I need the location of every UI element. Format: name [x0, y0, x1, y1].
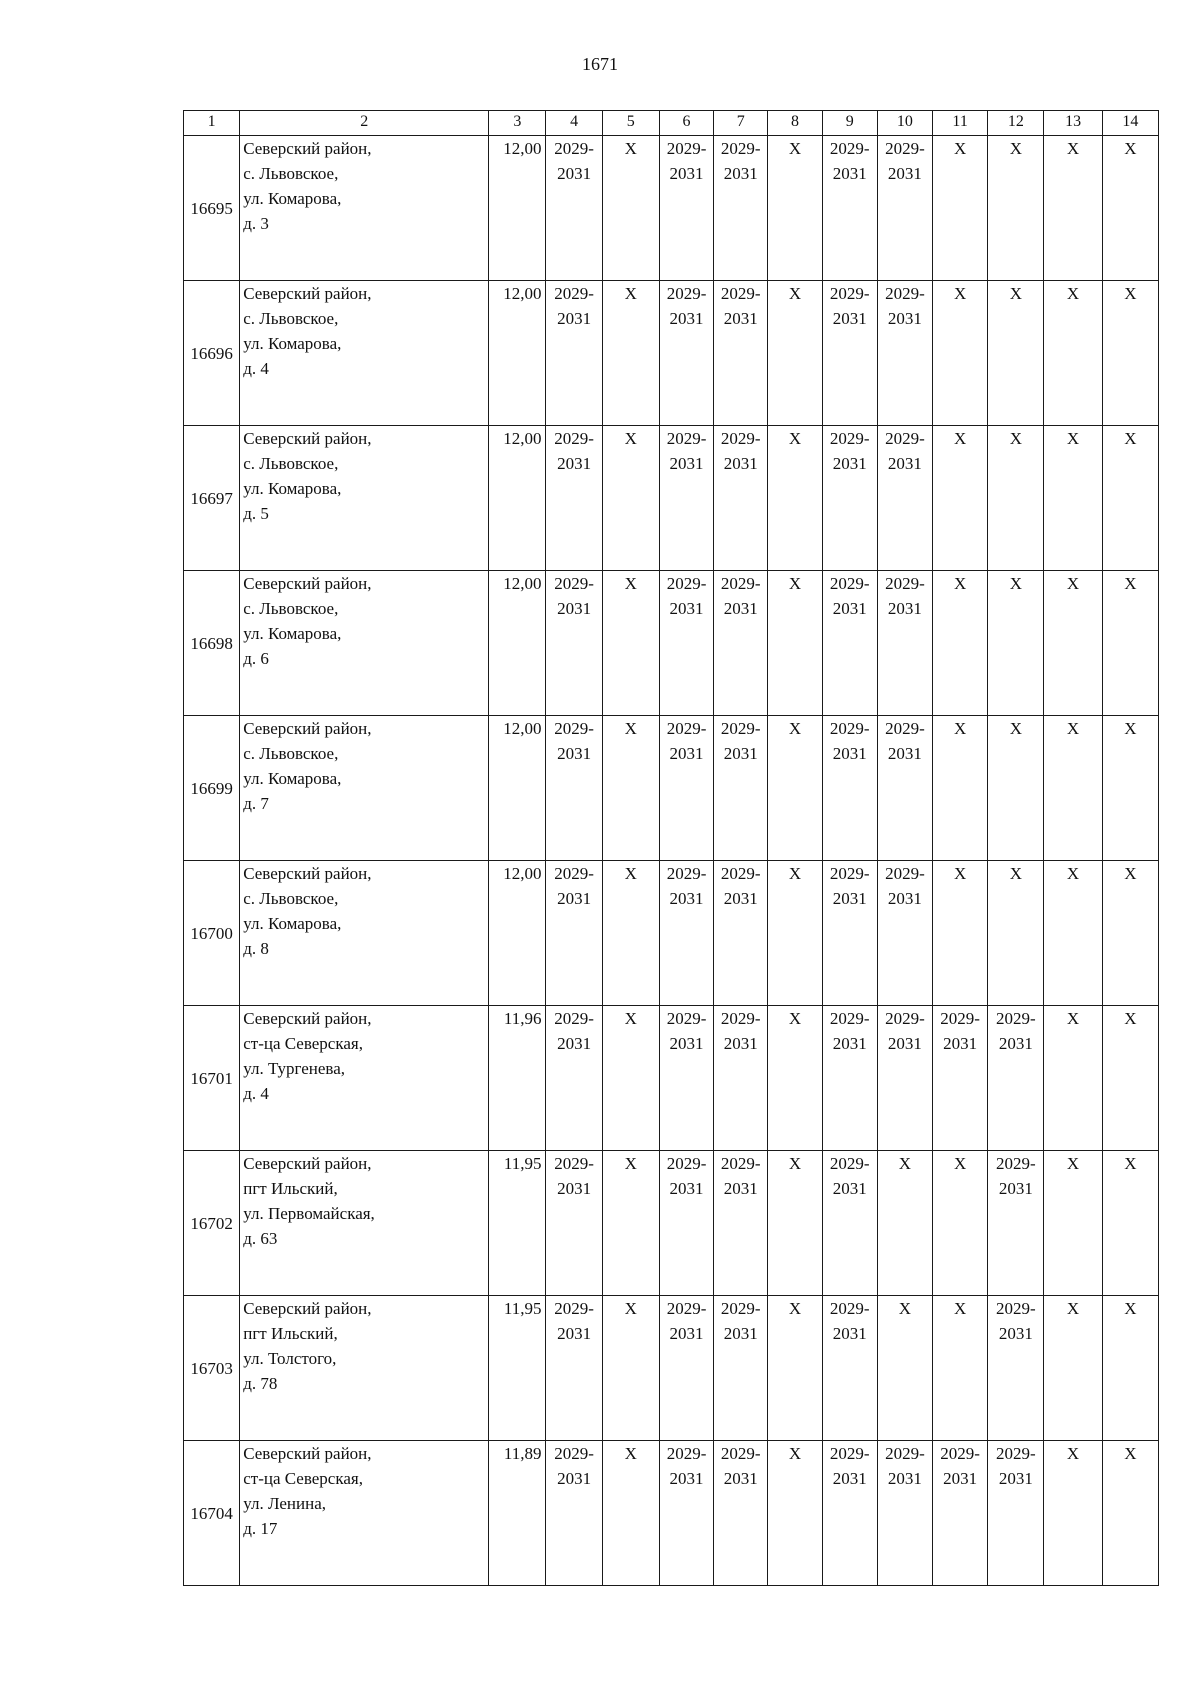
address-line: ул. Тургенева,: [243, 1059, 346, 1078]
value-cell: Х: [768, 571, 822, 716]
area-cell: 11,89: [489, 1441, 546, 1586]
value-cell: 2029- 2031: [546, 716, 602, 861]
row-number: 16704: [184, 1441, 240, 1586]
value-cell: Х: [1102, 426, 1158, 571]
value-cell: Х: [933, 281, 988, 426]
value-cell: Х: [933, 426, 988, 571]
value-cell: Х: [602, 136, 659, 281]
value-cell: 2029- 2031: [714, 1441, 768, 1586]
address-line: Северский район,: [243, 864, 372, 883]
value-cell: Х: [768, 716, 822, 861]
value-cell: Х: [1044, 281, 1102, 426]
value-cell: 2029- 2031: [546, 136, 602, 281]
value-cell: Х: [988, 281, 1044, 426]
value-cell: Х: [602, 571, 659, 716]
value-cell: Х: [768, 1006, 822, 1151]
address-line: с. Львовское,: [243, 744, 339, 763]
value-cell: 2029- 2031: [546, 1151, 602, 1296]
row-number: 16695: [184, 136, 240, 281]
column-header: 7: [714, 111, 768, 136]
value-cell: Х: [1044, 1006, 1102, 1151]
value-cell: 2029- 2031: [546, 1296, 602, 1441]
value-cell: Х: [988, 716, 1044, 861]
value-cell: 2029- 2031: [714, 716, 768, 861]
value-cell: Х: [988, 136, 1044, 281]
value-cell: Х: [602, 1151, 659, 1296]
value-cell: 2029- 2031: [546, 1441, 602, 1586]
value-cell: Х: [1044, 1441, 1102, 1586]
value-cell: 2029- 2031: [822, 571, 877, 716]
table-body: [184, 136, 1159, 1586]
address-line: д. 4: [243, 359, 269, 378]
value-cell: Х: [1102, 1296, 1158, 1441]
value-cell: Х: [933, 716, 988, 861]
value-cell: 2029- 2031: [714, 1151, 768, 1296]
value-cell: Х: [877, 1296, 932, 1441]
address-line: Северский район,: [243, 1009, 372, 1028]
table-row: [184, 1006, 1159, 1151]
row-number: 16697: [184, 426, 240, 571]
value-cell: 2029- 2031: [822, 716, 877, 861]
column-header: 10: [877, 111, 932, 136]
address-line: ст-ца Северская,: [243, 1034, 363, 1053]
address-line: ул. Комарова,: [243, 624, 342, 643]
value-cell: Х: [933, 571, 988, 716]
table-row: [184, 716, 1159, 861]
value-cell: 2029- 2031: [546, 426, 602, 571]
value-cell: 2029- 2031: [877, 1006, 932, 1151]
column-header: 12: [988, 111, 1044, 136]
table-row: [184, 1296, 1159, 1441]
address-line: Северский район,: [243, 1154, 372, 1173]
row-number: 16700: [184, 861, 240, 1006]
value-cell: 2029- 2031: [822, 1151, 877, 1296]
table-row: [184, 1151, 1159, 1296]
address-line: д. 78: [243, 1374, 278, 1393]
table-row: [184, 426, 1159, 571]
value-cell: Х: [602, 861, 659, 1006]
value-cell: 2029- 2031: [659, 716, 713, 861]
area-cell: 12,00: [489, 571, 546, 716]
value-cell: 2029- 2031: [659, 426, 713, 571]
area-cell: 11,95: [489, 1296, 546, 1441]
value-cell: Х: [768, 136, 822, 281]
column-header: 11: [933, 111, 988, 136]
column-header: 4: [546, 111, 602, 136]
register-table: [183, 110, 1159, 1586]
value-cell: 2029- 2031: [988, 1296, 1044, 1441]
value-cell: 2029- 2031: [877, 136, 932, 281]
address-line: Северский район,: [243, 719, 372, 738]
value-cell: Х: [1044, 861, 1102, 1006]
value-cell: 2029- 2031: [714, 571, 768, 716]
address-line: Северский район,: [243, 574, 372, 593]
value-cell: 2029- 2031: [822, 1296, 877, 1441]
area-cell: 12,00: [489, 861, 546, 1006]
table-row: [184, 861, 1159, 1006]
value-cell: 2029- 2031: [659, 571, 713, 716]
address-line: ул. Комарова,: [243, 769, 342, 788]
address-line: с. Львовское,: [243, 164, 339, 183]
address-line: д. 3: [243, 214, 269, 233]
address-cell: [240, 426, 489, 571]
address-line: ст-ца Северская,: [243, 1469, 363, 1488]
value-cell: Х: [1102, 1441, 1158, 1586]
area-cell: 11,95: [489, 1151, 546, 1296]
address-line: с. Львовское,: [243, 309, 339, 328]
value-cell: 2029- 2031: [659, 1006, 713, 1151]
value-cell: Х: [1102, 281, 1158, 426]
address-line: с. Львовское,: [243, 599, 339, 618]
value-cell: Х: [768, 426, 822, 571]
row-number: 16703: [184, 1296, 240, 1441]
value-cell: 2029- 2031: [659, 861, 713, 1006]
address-cell: [240, 1006, 489, 1151]
value-cell: Х: [768, 1151, 822, 1296]
address-cell: [240, 716, 489, 861]
page-number: 1671: [582, 54, 618, 74]
value-cell: 2029- 2031: [822, 281, 877, 426]
value-cell: Х: [933, 1151, 988, 1296]
value-cell: 2029- 2031: [546, 861, 602, 1006]
value-cell: 2029- 2031: [988, 1151, 1044, 1296]
column-header: 9: [822, 111, 877, 136]
row-number: 16701: [184, 1006, 240, 1151]
value-cell: 2029- 2031: [988, 1441, 1044, 1586]
value-cell: 2029- 2031: [714, 861, 768, 1006]
area-cell: 12,00: [489, 281, 546, 426]
header-row: [184, 111, 1159, 136]
value-cell: Х: [988, 571, 1044, 716]
value-cell: 2029- 2031: [546, 281, 602, 426]
address-line: с. Львовское,: [243, 889, 339, 908]
address-cell: [240, 861, 489, 1006]
address-cell: [240, 1151, 489, 1296]
value-cell: Х: [1102, 1006, 1158, 1151]
value-cell: Х: [602, 716, 659, 861]
value-cell: Х: [602, 426, 659, 571]
value-cell: 2029- 2031: [546, 1006, 602, 1151]
value-cell: 2029- 2031: [933, 1006, 988, 1151]
value-cell: Х: [1102, 716, 1158, 861]
address-cell: [240, 1441, 489, 1586]
address-line: Северский район,: [243, 1299, 372, 1318]
value-cell: Х: [1102, 136, 1158, 281]
row-number: 16698: [184, 571, 240, 716]
value-cell: 2029- 2031: [877, 716, 932, 861]
value-cell: Х: [877, 1151, 932, 1296]
value-cell: 2029- 2031: [822, 1441, 877, 1586]
value-cell: Х: [1044, 136, 1102, 281]
address-line: пгт Ильский,: [243, 1324, 338, 1343]
column-header: 14: [1102, 111, 1158, 136]
area-cell: 12,00: [489, 716, 546, 861]
value-cell: 2029- 2031: [714, 136, 768, 281]
address-line: Северский район,: [243, 284, 372, 303]
value-cell: 2029- 2031: [714, 426, 768, 571]
value-cell: Х: [1044, 716, 1102, 861]
address-line: ул. Комарова,: [243, 479, 342, 498]
address-line: с. Львовское,: [243, 454, 339, 473]
table-row: [184, 136, 1159, 281]
table-row: [184, 1441, 1159, 1586]
address-line: ул. Комарова,: [243, 334, 342, 353]
value-cell: Х: [988, 426, 1044, 571]
area-cell: 12,00: [489, 136, 546, 281]
address-line: д. 17: [243, 1519, 278, 1538]
column-header: 5: [602, 111, 659, 136]
value-cell: Х: [1102, 571, 1158, 716]
value-cell: 2029- 2031: [714, 1006, 768, 1151]
value-cell: Х: [1102, 1151, 1158, 1296]
value-cell: 2029- 2031: [659, 1296, 713, 1441]
address-cell: [240, 1296, 489, 1441]
value-cell: 2029- 2031: [659, 1151, 713, 1296]
row-number: 16699: [184, 716, 240, 861]
row-number: 16702: [184, 1151, 240, 1296]
table-row: [184, 571, 1159, 716]
value-cell: Х: [602, 1296, 659, 1441]
value-cell: Х: [1044, 1296, 1102, 1441]
value-cell: Х: [602, 281, 659, 426]
value-cell: Х: [768, 281, 822, 426]
value-cell: 2029- 2031: [546, 571, 602, 716]
value-cell: Х: [602, 1006, 659, 1151]
column-header: 2: [240, 111, 489, 136]
value-cell: 2029- 2031: [988, 1006, 1044, 1151]
value-cell: Х: [768, 861, 822, 1006]
column-header: 6: [659, 111, 713, 136]
value-cell: 2029- 2031: [877, 861, 932, 1006]
address-line: д. 8: [243, 939, 269, 958]
address-line: д. 6: [243, 649, 269, 668]
column-header: 3: [489, 111, 546, 136]
table-row: [184, 281, 1159, 426]
value-cell: 2029- 2031: [877, 571, 932, 716]
value-cell: 2029- 2031: [659, 1441, 713, 1586]
value-cell: Х: [933, 861, 988, 1006]
value-cell: 2029- 2031: [822, 426, 877, 571]
value-cell: Х: [1044, 1151, 1102, 1296]
address-line: пгт Ильский,: [243, 1179, 338, 1198]
area-cell: 11,96: [489, 1006, 546, 1151]
address-line: ул. Ленина,: [243, 1494, 327, 1513]
address-line: Северский район,: [243, 1444, 372, 1463]
address-line: ул. Первомайская,: [243, 1204, 375, 1223]
value-cell: Х: [1044, 571, 1102, 716]
address-line: д. 7: [243, 794, 269, 813]
value-cell: Х: [602, 1441, 659, 1586]
value-cell: 2029- 2031: [714, 281, 768, 426]
column-header: 8: [768, 111, 822, 136]
value-cell: Х: [1044, 426, 1102, 571]
value-cell: 2029- 2031: [933, 1441, 988, 1586]
address-cell: [240, 136, 489, 281]
value-cell: 2029- 2031: [877, 281, 932, 426]
value-cell: Х: [768, 1441, 822, 1586]
value-cell: Х: [988, 861, 1044, 1006]
value-cell: Х: [933, 136, 988, 281]
value-cell: 2029- 2031: [822, 861, 877, 1006]
address-cell: [240, 281, 489, 426]
address-line: ул. Толстого,: [243, 1349, 337, 1368]
value-cell: 2029- 2031: [877, 426, 932, 571]
address-line: д. 5: [243, 504, 269, 523]
value-cell: Х: [768, 1296, 822, 1441]
value-cell: 2029- 2031: [714, 1296, 768, 1441]
address-line: Северский район,: [243, 139, 372, 158]
value-cell: Х: [1102, 861, 1158, 1006]
value-cell: Х: [933, 1296, 988, 1441]
area-cell: 12,00: [489, 426, 546, 571]
value-cell: 2029- 2031: [877, 1441, 932, 1586]
column-header: 1: [184, 111, 240, 136]
address-line: Северский район,: [243, 429, 372, 448]
value-cell: 2029- 2031: [822, 1006, 877, 1151]
address-cell: [240, 571, 489, 716]
address-line: ул. Комарова,: [243, 189, 342, 208]
value-cell: 2029- 2031: [659, 136, 713, 281]
value-cell: 2029- 2031: [822, 136, 877, 281]
address-line: ул. Комарова,: [243, 914, 342, 933]
address-line: д. 63: [243, 1229, 278, 1248]
row-number: 16696: [184, 281, 240, 426]
column-header: 13: [1044, 111, 1102, 136]
address-line: д. 4: [243, 1084, 269, 1103]
value-cell: 2029- 2031: [659, 281, 713, 426]
